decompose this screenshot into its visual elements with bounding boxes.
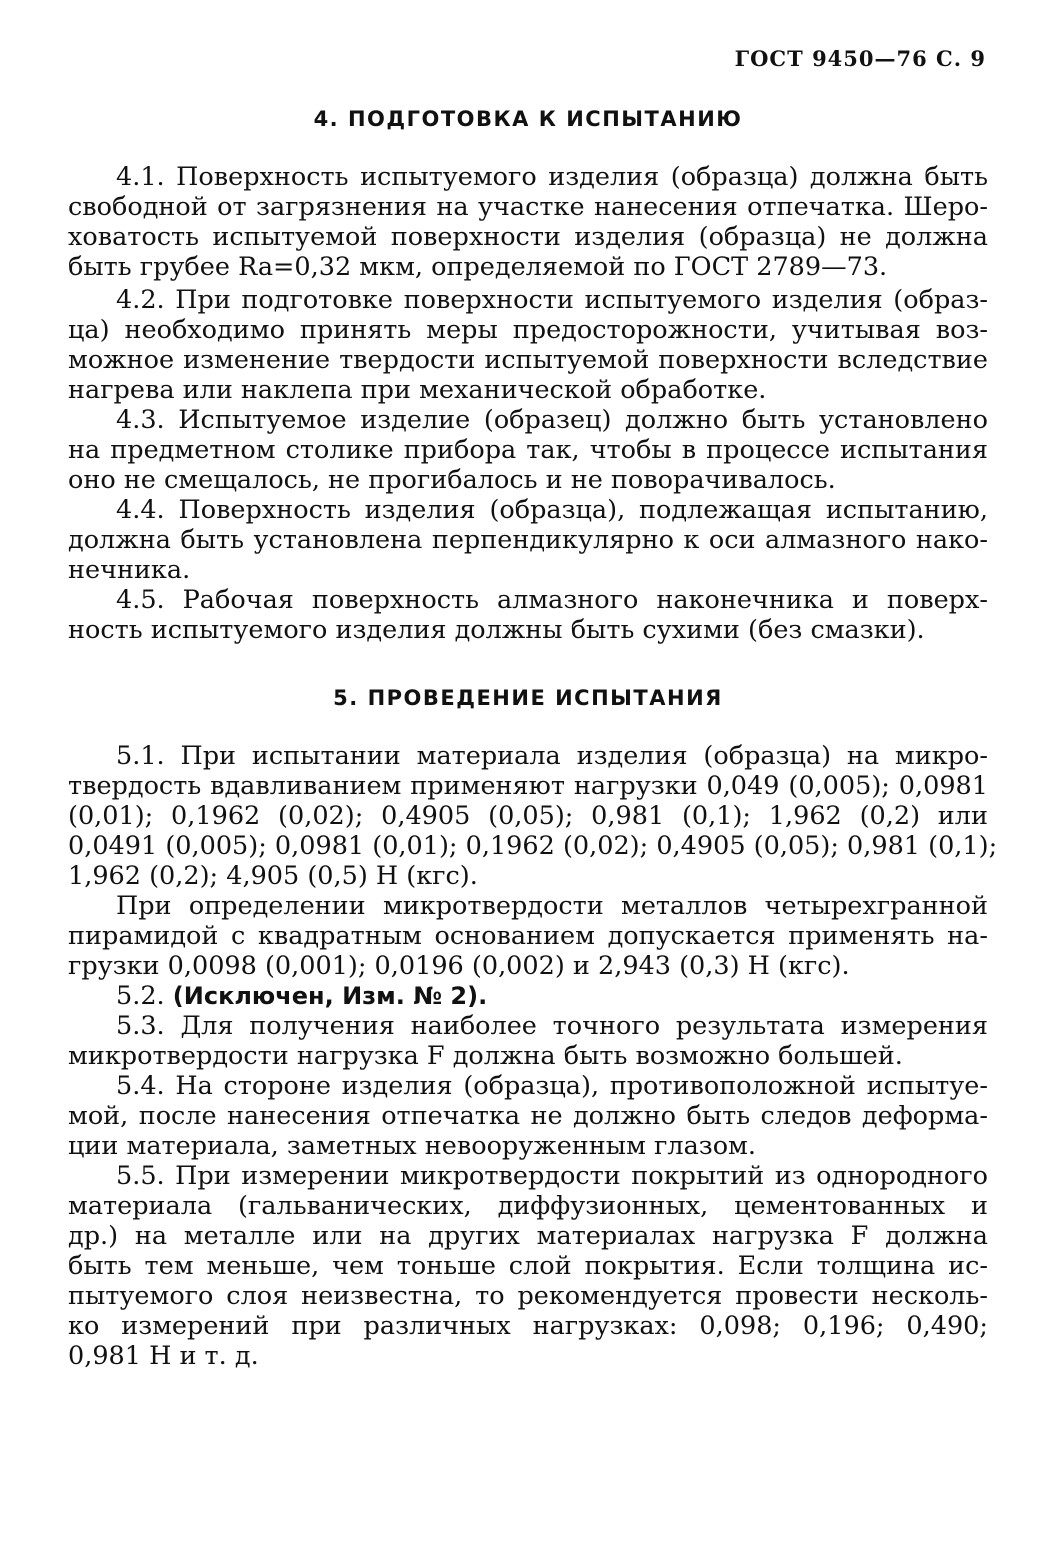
paragraph-5-3 — [68, 1011, 988, 1071]
text-line: микротвердости нагрузка F должна быть возможно большей. — [68, 1041, 903, 1071]
text-line: оно не смещалось, не прогибалось и не поворачивалось. — [68, 465, 836, 495]
text-line: на предметном столике прибора так, чтобы в процессе испытания — [68, 435, 988, 465]
text-line: нечника. — [68, 555, 191, 585]
text-line: пирамидой с квадратным основанием допускается применять на- — [68, 921, 988, 951]
excluded-note: (Исключен, Изм. № 2). — [172, 982, 488, 1010]
paragraph-4-4 — [68, 495, 988, 585]
text-line: 4.5. Рабочая поверхность алмазного наконечника и поверх- — [116, 585, 988, 615]
section-4-title: 4. ПОДГОТОВКА К ИСПЫТАНИЮ — [313, 107, 743, 131]
text-line: ховатость испытуемой поверхности изделия (образца) не должна — [68, 222, 988, 252]
text-line: 4.1. Поверхность испытуемого изделия (образца) должна быть — [116, 162, 988, 192]
text-line: 4.3. Испытуемое изделие (образец) должно быть установлено — [116, 405, 988, 435]
text-line: пытуемого слоя неизвестна, то рекомендуется провести несколь- — [68, 1281, 988, 1311]
paragraph-4-3 — [68, 405, 988, 495]
text-line: мой, после нанесения отпечатка не должно быть следов деформа- — [68, 1101, 988, 1131]
paragraph-5-1-continued — [68, 891, 988, 981]
text-line: твердость вдавливанием применяют нагрузки 0,049 (0,005); 0,0981 — [68, 771, 988, 801]
text-line: 4.2. При подготовке поверхности испытуемого изделия (образ- — [116, 285, 988, 315]
clause-number: 5.2. — [116, 981, 165, 1011]
text-line: 5.3. Для получения наиболее точного результата измерения — [116, 1011, 988, 1041]
text-line: должна быть установлена перпендикулярно к оси алмазного нако- — [68, 525, 988, 555]
text-line: быть тем меньше, чем тоньше слой покрытия. Если толщина ис- — [68, 1251, 988, 1281]
text-line: быть грубее Ra=0,32 мкм, определяемой по ГОСТ 2789—73. — [68, 252, 888, 282]
text-line: ца) необходимо принять меры предосторожности, учитывая воз- — [68, 315, 988, 345]
text-line: (0,01); 0,1962 (0,02); 0,4905 (0,05); 0,981 (0,1); 1,962 (0,2) или — [68, 801, 988, 831]
paragraph-5-4 — [68, 1071, 988, 1161]
text-line: др.) на металле или на других материалах нагрузка F должна — [68, 1221, 988, 1251]
text-line: При определении микротвердости металлов четырехгранной — [116, 891, 988, 921]
text-line: 0,981 Н и т. д. — [68, 1341, 259, 1371]
text-line: 1,962 (0,2); 4,905 (0,5) Н (кгс). — [68, 861, 478, 891]
text-line — [68, 981, 988, 1011]
text-line: материала (гальванических, диффузионных, цементованных и — [68, 1191, 988, 1221]
section-4-body — [68, 162, 988, 645]
text-line: 0,0491 (0,005); 0,0981 (0,01); 0,1962 (0,02); 0,4905 (0,05); 0,981 (0,1); — [68, 831, 998, 861]
text-line: 5.1. При испытании материала изделия (образца) на микро- — [116, 741, 988, 771]
text-line: 5.4. На стороне изделия (образца), противоположной испытуе- — [116, 1071, 988, 1101]
paragraph-5-1 — [68, 741, 998, 891]
paragraph-4-2 — [68, 285, 988, 405]
text-line: грузки 0,0098 (0,001); 0,0196 (0,002) и 2,943 (0,3) Н (кгс). — [68, 951, 850, 981]
paragraph-4-1 — [68, 162, 988, 282]
text-line: нагрева или наклепа при механической обработке. — [68, 375, 767, 405]
paragraph-5-5 — [68, 1161, 988, 1371]
text-line: свободной от загрязнения на участке нанесения отпечатка. Шеро- — [68, 192, 988, 222]
text-line: ность испытуемого изделия должны быть сухими (без смазки). — [68, 615, 925, 645]
text-line: 4.4. Поверхность изделия (образца), подлежащая испытанию, — [116, 495, 988, 525]
text-line: ции материала, заметных невооруженным глазом. — [68, 1131, 757, 1161]
section-5-body — [68, 741, 998, 1371]
paragraph-4-5 — [68, 585, 988, 645]
text-line: 5.5. При измерении микротвердости покрытий из однородного — [116, 1161, 988, 1191]
paragraph-5-2 — [68, 981, 988, 1011]
running-head: ГОСТ 9450—76 С. 9 — [734, 46, 986, 71]
text-line: можное изменение твердости испытуемой поверхности вследствие — [68, 345, 988, 375]
section-5-title: 5. ПРОВЕДЕНИЕ ИСПЫТАНИЯ — [333, 686, 723, 710]
text-line: ко измерений при различных нагрузках: 0,098; 0,196; 0,490; — [68, 1311, 988, 1341]
